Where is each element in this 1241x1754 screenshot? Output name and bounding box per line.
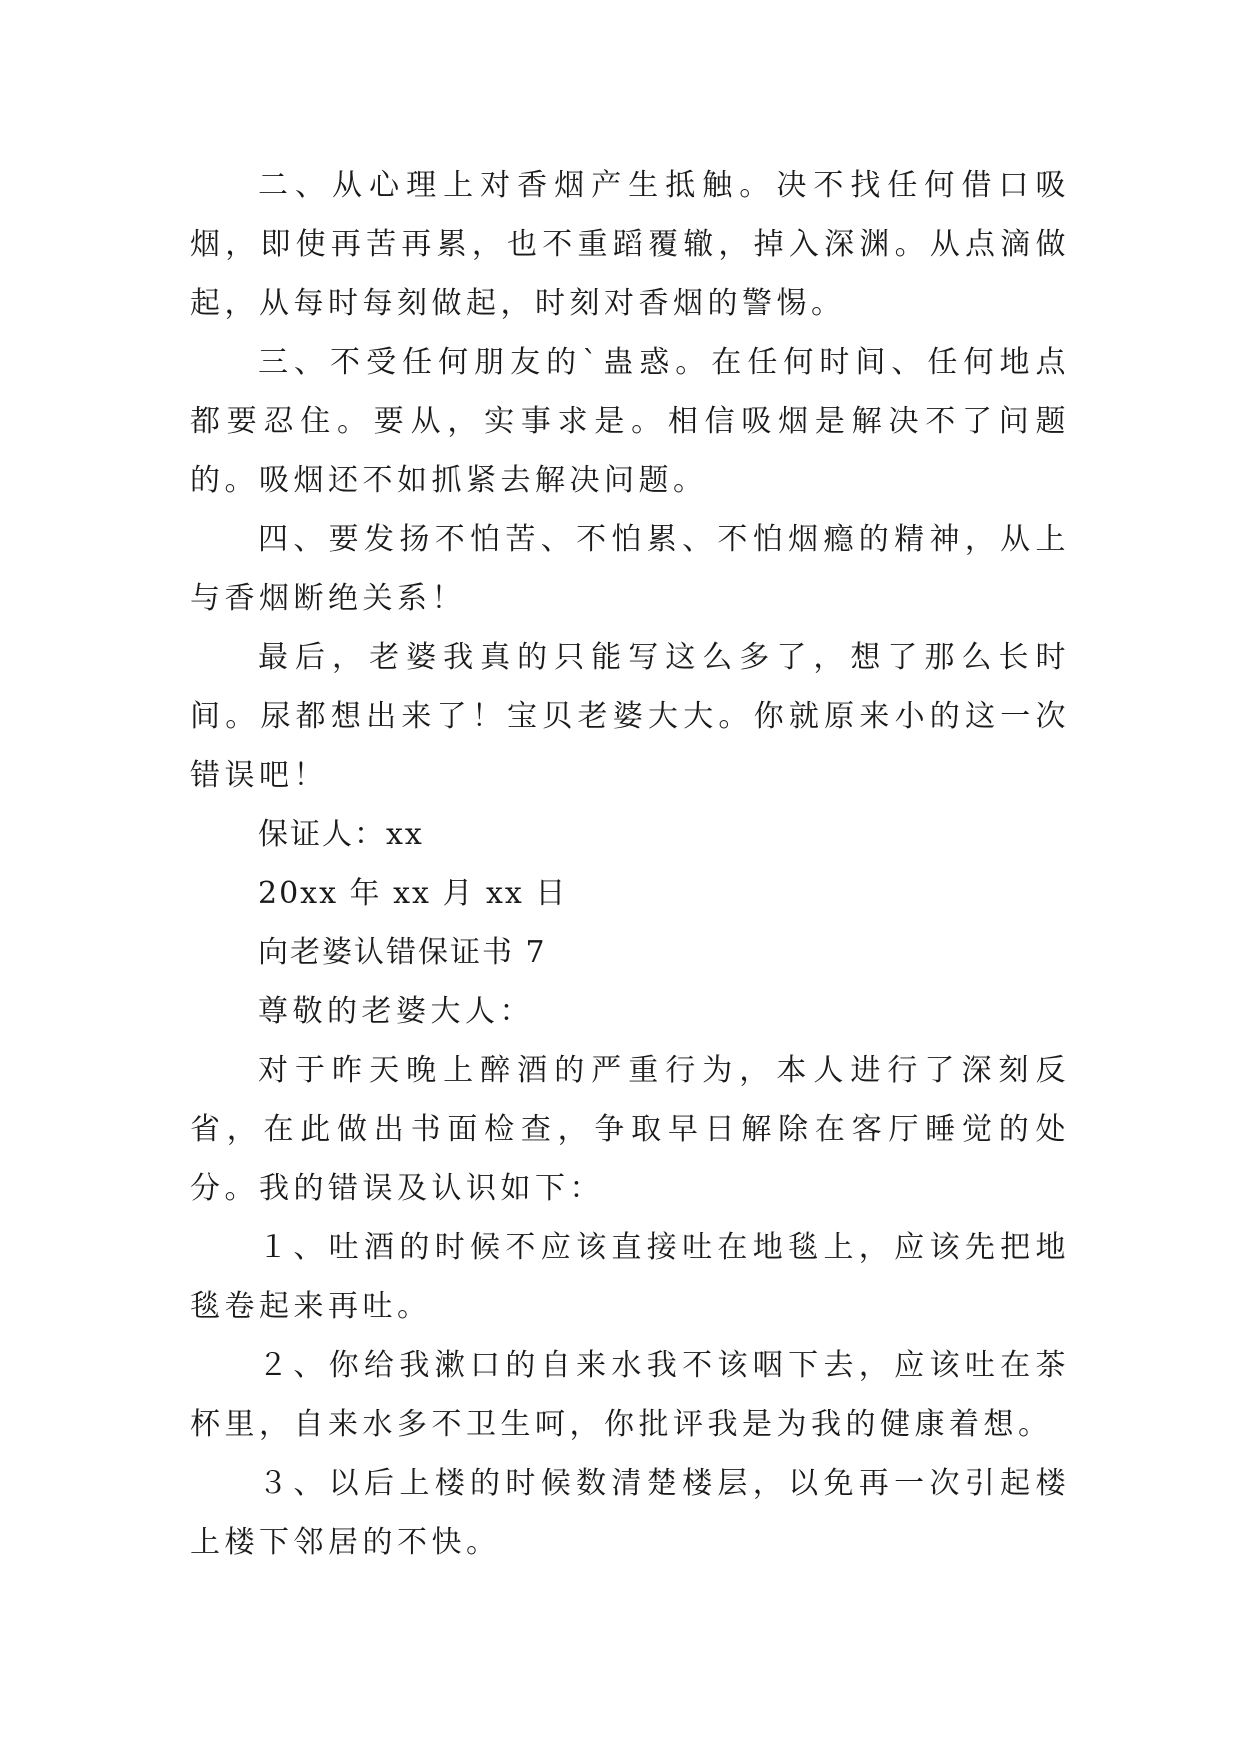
list-item-1: １、吐酒的时候不应该直接吐在地毯上，应该先把地毯卷起来再吐。 — [190, 1230, 1070, 1324]
list-item-3: ３、以后上楼的时候数清楚楼层，以免再一次引起楼上楼下邻居的不快。 — [190, 1466, 1070, 1560]
paragraph-determination: 四、要发扬不怕苦、不怕累、不怕烟瘾的精神，从上与香烟断绝关系！ — [190, 522, 1070, 616]
list-item-2: ２、你给我漱口的自来水我不该咽下去，应该吐在茶杯里，自来水多不卫生呵，你批评我是为我的健康着想。 — [190, 1348, 1070, 1442]
salutation: 尊敬的老婆大人： — [258, 994, 534, 1029]
document-body — [190, 156, 1070, 1572]
paragraph-closing: 最后，老婆我真的只能写这么多了，想了那么长时间。尿都想出来了！宝贝老婆大大。你就原来小的这一次错误吧！ — [190, 640, 1070, 793]
paragraph-resist-friends: 三、不受任何朋友的`蛊惑。在任何时间、任何地点都要忍住。要从，实事求是。相信吸烟是解决不了问题的。吸烟还不如抓紧去解决问题。 — [190, 345, 1070, 498]
paragraph-intro: 对于昨天晚上醉酒的严重行为，本人进行了深刻反省，在此做出书面检查，争取早日解除在客厅睡觉的处分。我的错误及认识如下： — [190, 1053, 1070, 1206]
date-line: 20xx 年 xx 月 xx 日 — [258, 876, 568, 911]
paragraph-psychological-resistance: 二、从心理上对香烟产生抵触。决不找任何借口吸烟，即使再苦再累，也不重蹈覆辙，掉入深渊。从点滴做起，从每时每刻做起，时刻对香烟的警惕。 — [190, 168, 1070, 321]
section-title: 向老婆认错保证书 7 — [258, 935, 547, 970]
guarantor-line: 保证人：xx — [258, 817, 424, 852]
